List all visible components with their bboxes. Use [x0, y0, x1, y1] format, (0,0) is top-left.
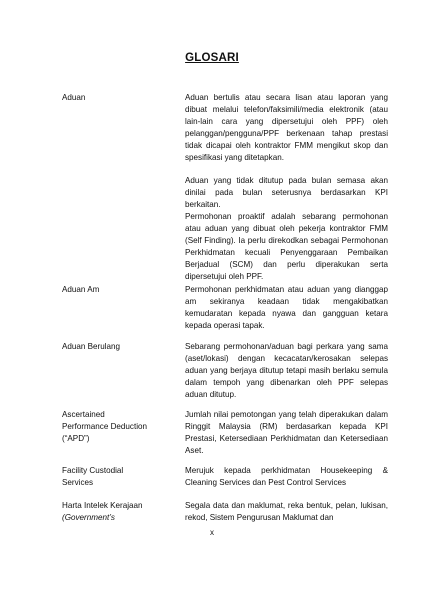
- term-line: Services: [62, 477, 94, 487]
- definition-paragraph: Sebarang permohonan/aduan bagi perkara yang sama (aset/lokasi) dengan kecacatan/kerosakan selepas aduan yang berjaya ditutup tetapi masih berlaku semula dalam tempoh yang dibenarkan oleh PPF selepas aduan ditutup.: [185, 342, 388, 399]
- page-title: GLOSARI: [185, 52, 239, 64]
- page-number: x: [210, 528, 214, 537]
- glossary-definition: [185, 500, 388, 524]
- glossary-definition: [185, 284, 388, 332]
- definition-paragraph: Segala data dan maklumat, reka bentuk, pelan, lukisan, rekod, Sistem Pengurusan Maklumat dan: [185, 501, 388, 522]
- glossary-term: Aduan Berulang: [62, 342, 121, 351]
- glossary-term: [62, 465, 172, 489]
- term-line: Ascertained: [62, 410, 105, 419]
- definition-paragraph: Permohonan proaktif adalah sebarang permohonan atau aduan yang dibuat oleh pekerja kontraktor FMM (Self Finding). Ia perlu direkodkan sebagai Permohonan Perkhidmatan kecuali Penyenggaraan Pembaikan Berjadual (SCM) dan perlu diperakukan serta dipersetujui oleh PPF.: [185, 212, 388, 281]
- glossary-definition: [185, 465, 388, 489]
- definition-paragraph: Jumlah nilai pemotongan yang telah diperakukan dalam Ringgit Malaysia (RM) berdasarkan kepada KPI Prestasi, Ketersediaan Perkhidmatan dan Ketersediaan Aset.: [185, 410, 388, 455]
- glossary-definition: [185, 92, 388, 283]
- term-line: (“APD”): [62, 433, 90, 443]
- glossary-term: [62, 409, 172, 444]
- glossary-definition: [185, 409, 388, 457]
- term-line: Harta Intelek Kerajaan: [62, 501, 143, 510]
- definition-paragraph: Merujuk kepada perkhidmatan Housekeeping & Cleaning Services dan Pest Control Services: [185, 466, 388, 487]
- glossary-term: Aduan Am: [62, 285, 100, 294]
- definition-paragraph: Permohonan perkhidmatan atau aduan yang dianggap am sekiranya keadaan tidak mengakibatkan kemudaratan kepada nyawa dan gangguan ketara kepada operasi tapak.: [185, 285, 388, 330]
- glossary-term: Aduan: [62, 93, 86, 102]
- term-line-italic: (Government’s: [62, 512, 115, 522]
- glossary-term: [62, 500, 172, 524]
- term-line: [62, 512, 172, 524]
- definition-paragraph: Aduan yang tidak ditutup pada bulan semasa akan dinilai pada bulan seterusnya berdasarkan KPI berkaitan.: [185, 176, 388, 210]
- term-line: Performance Deduction: [62, 421, 148, 431]
- definition-paragraph: Aduan bertulis atau secara lisan atau laporan yang dibuat melalui telefon/faksimili/media elektronik (atau lain-lain cara yang dipersetujui oleh PPF) oleh pelanggan/pengguna/PPF berkenaan tahap prestasi tidak dicapai oleh kontraktor FMM mengikut skop dan spesifikasi yang ditetapkan.: [185, 93, 388, 162]
- glossary-definition: [185, 341, 388, 401]
- term-line: Facility Custodial: [62, 466, 124, 475]
